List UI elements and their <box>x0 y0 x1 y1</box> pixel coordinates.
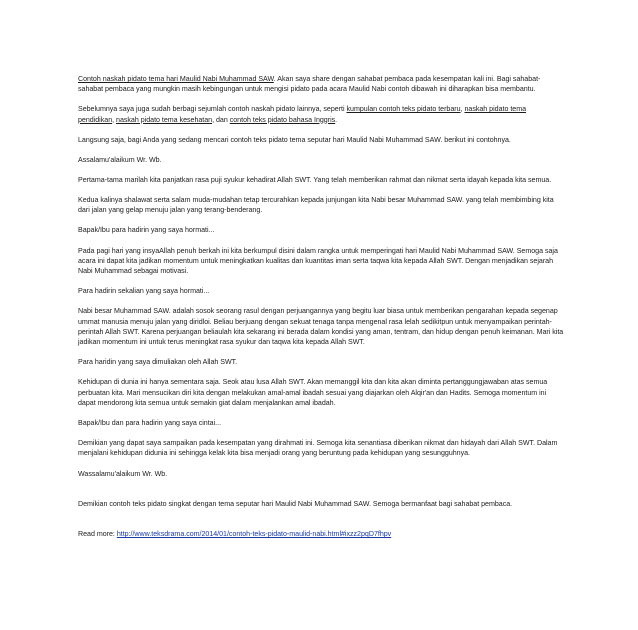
related-paragraph <box>78 104 564 125</box>
paragraph-5: Pertama-tama marilah kita panjatkan rasa puji syukur kehadirat Allah SWT. Yang telah memberikan rahmat dan nikmat serta idayah kepada kita semua. <box>78 175 552 184</box>
related-link-kumpulan[interactable]: kumpulan contoh teks pidato terbaru <box>346 105 461 114</box>
paragraph-10: Nabi besar Muhammad SAW. adalah sosok seorang rasul dengan perjuangannya yang begitu luar biasa untuk memberikan pengarahan kepada segenap ummat manusia menuju jalan yang diridloi. Beliau berjuang dengan sekuat tenaga tanpa mengenal rasa lelah sedikitpun untuk menyampaikan perintah-perintah Allah SWT. Karena perjuangan beliaulah kita sekarang ini berada dalam kondisi yang aman, tentram, dan hidup dengan penuh keimanan. Mari kita jadikan momentum ini untuk terus meningkat rasa syukur dan taqwa kita kepada Allah SWT. <box>78 307 564 347</box>
paragraph-14: Demikian yang dapat saya sampaikan pada kesempatan yang dirahmati ini. Semoga kita senantiasa diberikan nikmat dan hidayah dari Allah SWT. Dalam menjalani kehidupan didunia ini sehingga kelak kita bisa menjadi orang yang beruntung pada kehidupan yang sesungguhnya. <box>78 439 558 458</box>
greeting-opening: Assalamu'alaikum Wr. Wb. <box>78 155 162 164</box>
read-more-link[interactable]: http://www.teksdrama.com/2014/01/contoh-teks-pidato-maulid-nabi.html#ixzz2pqD7fhpv <box>116 530 392 539</box>
separator: , dan <box>212 115 230 124</box>
greeting-closing: Wassalamu'alaikum Wr. Wb. <box>78 469 168 478</box>
intro-paragraph <box>78 74 564 95</box>
separator: , <box>460 105 465 114</box>
separator: , <box>112 115 117 124</box>
document-body <box>78 74 564 549</box>
paragraph-8: Pada pagi hari yang insyaAllah penuh berkah ini kita berkumpul disini dalam rangka untuk memperingati hari Maulid Nabi Muhammad SAW. Semoga saja acara ini dapat kita jadikan momentum untuk meningkatkan kualitas dan kuantitas iman serta taqwa kita kepada Allah SWT. Dengan menjadikan sejarah Nabi Muhammad sebagai motivasi. <box>78 246 558 276</box>
related-link-pendidikan[interactable]: naskah pidato tema pendidikan <box>78 105 527 124</box>
related-link-inggris[interactable]: contoh teks pidato bahasa Inggris <box>229 115 336 124</box>
closing-paragraph: Demikian contoh teks pidato singkat dengan tema seputar hari Maulid Nabi Muhammad SAW. Semoga bermanfaat bagi sahabat pembaca. <box>78 499 513 508</box>
intro-text: . Akan saya share dengan sahabat pembaca pada kesempatan kali ini. Bagi sahabat-sahabat pembaca yang mungkin masih kebingungan untuk mengisi pidato pada acara Maulid Nabi contoh dibawah ini diharapkan bisa membantu. <box>78 75 541 94</box>
paragraph-6: Kedua kalinya shalawat serta salam muda-mudahan tetap tercurahkan kepada junjungan kita Nabi besar Muhammad SAW. yang telah membimbing kita dari jalan yang gelap menuju jalan yang terang-benderang. <box>78 196 554 215</box>
title-link[interactable]: Contoh naskah pidato tema hari Maulid Nabi Muhammad SAW <box>78 75 274 83</box>
address-1: Bapak/Ibu para hadirin yang saya hormati... <box>78 226 215 235</box>
related-link-kesehatan[interactable]: naskah pidato tema kesehatan <box>116 115 213 124</box>
related-text: Sebelumnya saya juga sudah berbagi sejumlah contoh naskah pidato lainnya, seperti <box>78 105 347 114</box>
read-more <box>78 529 564 539</box>
address-3: Para haridin yang saya dimuliakan oleh Allah SWT. <box>78 358 238 367</box>
paragraph-3: Langsung saja, bagi Anda yang sedang mencari contoh teks pidato tema seputar hari Maulid Nabi Muhammad SAW. berikut ini contohnya. <box>78 135 511 144</box>
paragraph-12: Kehidupan di dunia ini hanya sementara saja. Seok atau lusa Allah SWT. Akan memanggil kita dan kita akan diminta pertanggungjawaban atas semua perbuatan kita. Mari mensucikan diri kita dengan melakukan amal-amal ibadah sesuai yang diajarkan oleh Alqir'an dan Hadits. Semoga momentum ini dapat mendorong kita semua untuk semakin giat dalam menjalankan amal ibadah. <box>78 378 548 407</box>
address-4: Bapak/Ibu dan para hadirin yang saya cintai... <box>78 419 222 428</box>
address-2: Para hadirin sekalian yang saya hormati... <box>78 287 210 296</box>
separator: . <box>335 115 338 124</box>
read-more-label: Read more: <box>78 530 117 539</box>
